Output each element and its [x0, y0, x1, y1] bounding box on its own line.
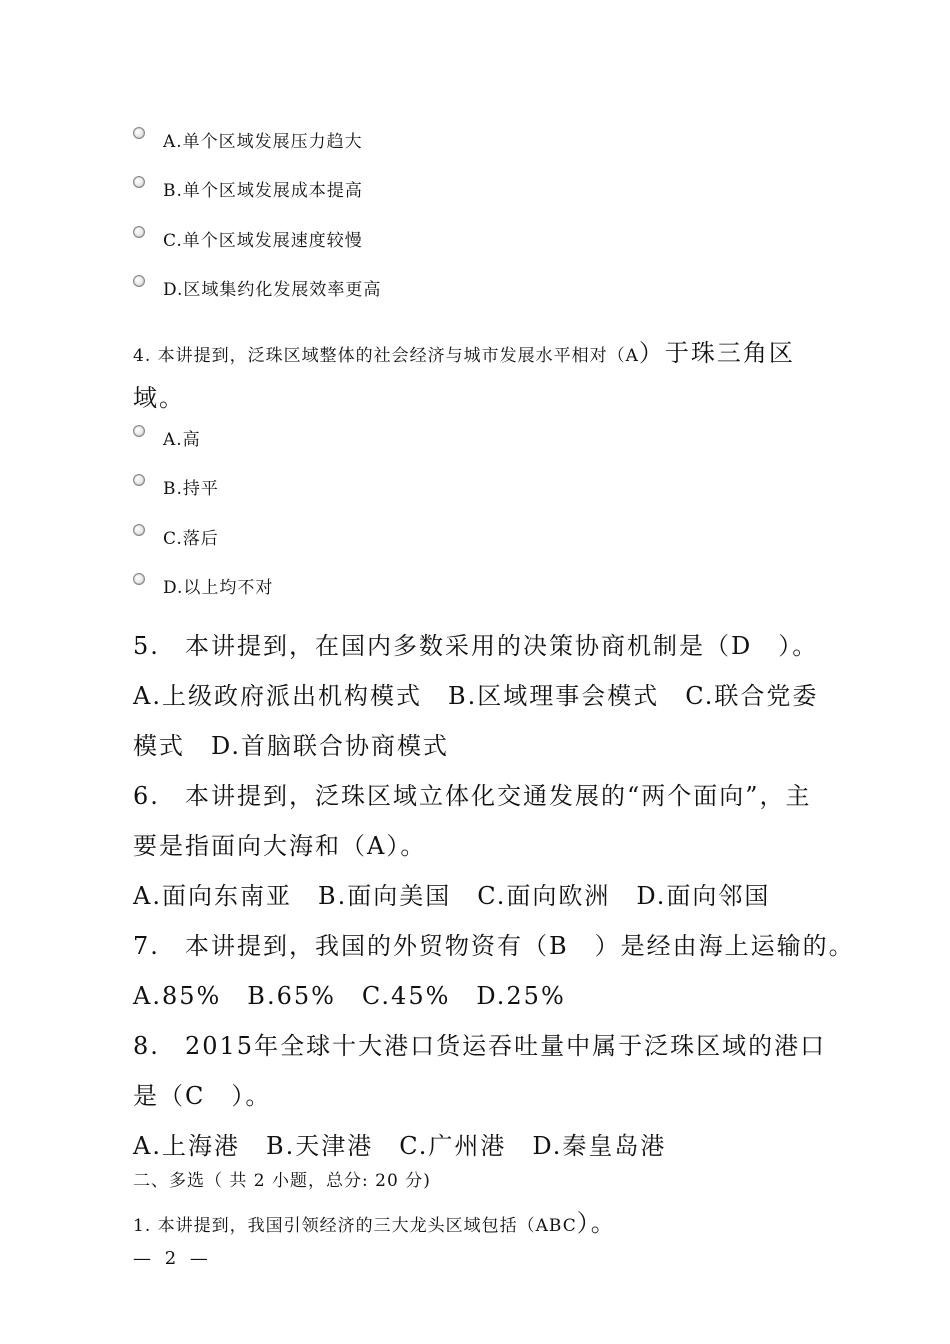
q8-stem-line-2: 是（C ）。 — [133, 1082, 272, 1110]
q8-options-line: A.上海港 B.天津港 C.广州港 D.秦皇岛港 — [133, 1132, 667, 1160]
option-label: A.高 — [163, 429, 201, 450]
q7-number: 7. — [133, 932, 160, 960]
q5-options-line: A.上级政府派出机构模式 B.区域理事会模式 C.联合党委 — [133, 682, 819, 710]
q4-option-c[interactable] — [133, 523, 219, 549]
q7-stem-text: 本讲提到，我国的外贸物资有（B ）是经由海上运输的。 — [185, 932, 855, 960]
option-label: C.单个区域发展速度较慢 — [163, 230, 363, 251]
q4-stem — [133, 333, 795, 368]
q5-number: 5. — [133, 632, 160, 660]
multi-q1-stem-big: ）。 — [576, 1209, 617, 1237]
option-label: B.持平 — [163, 478, 219, 499]
option-label: A.单个区域发展压力趋大 — [163, 131, 363, 152]
q6-stem — [133, 776, 812, 811]
q5-stem — [133, 626, 818, 661]
radio-icon[interactable] — [133, 425, 145, 437]
q3-option-b[interactable] — [133, 175, 363, 201]
q4-option-d[interactable] — [133, 572, 273, 598]
q7-options-line: A.85% B.65% C.45% D.25% — [133, 982, 566, 1010]
radio-icon[interactable] — [133, 176, 145, 188]
radio-icon[interactable] — [133, 573, 145, 585]
q7-stem — [133, 926, 855, 961]
q8-stem — [133, 1026, 826, 1061]
q4-option-b[interactable] — [133, 473, 219, 499]
q4-stem-end: 域。 — [133, 384, 185, 412]
multi-q1-stem-text: 1. 本讲提到，我国引领经济的三大龙头区域包括（ABC — [133, 1216, 577, 1236]
option-label: C.落后 — [163, 528, 219, 549]
radio-icon[interactable] — [133, 127, 145, 139]
page-number: — 2 — — [133, 1248, 212, 1269]
q6-stem-line-2: 要是指面向大海和（A）。 — [133, 832, 427, 860]
q6-stem-text: 本讲提到，泛珠区域立体化交通发展的“两个面向”，主 — [185, 782, 812, 810]
multi-q1-stem — [133, 1203, 617, 1238]
q4-stem-big: ）于珠三角区 — [638, 339, 795, 367]
radio-icon[interactable] — [133, 226, 145, 238]
q5-options-line-2: 模式 D.首脑联合协商模式 — [133, 732, 450, 760]
option-label: D.以上均不对 — [163, 577, 274, 598]
q4-stem-text: 4. 本讲提到，泛珠区域整体的社会经济与城市发展水平相对（A — [133, 346, 639, 366]
q8-number: 8. — [133, 1032, 160, 1060]
q3-option-a[interactable] — [133, 126, 363, 152]
q6-number: 6. — [133, 782, 160, 810]
option-label: B.单个区域发展成本提高 — [163, 180, 363, 201]
radio-icon[interactable] — [133, 275, 145, 287]
q6-options-line: A.面向东南亚 B.面向美国 C.面向欧洲 D.面向邻国 — [133, 882, 771, 910]
q3-option-d[interactable] — [133, 274, 381, 300]
section-heading: 二、多选（ 共 2 小题，总分: 20 分) — [133, 1171, 431, 1191]
q5-stem-text: 本讲提到，在国内多数采用的决策协商机制是（D ）。 — [185, 632, 819, 660]
q3-option-c[interactable] — [133, 225, 363, 251]
q4-option-a[interactable] — [133, 424, 201, 450]
radio-icon[interactable] — [133, 524, 145, 536]
radio-icon[interactable] — [133, 474, 145, 486]
q8-stem-text: 2015年全球十大港口货运吞吐量中属于泛珠区域的港口 — [185, 1032, 827, 1060]
option-label: D.区域集约化发展效率更高 — [163, 279, 382, 300]
